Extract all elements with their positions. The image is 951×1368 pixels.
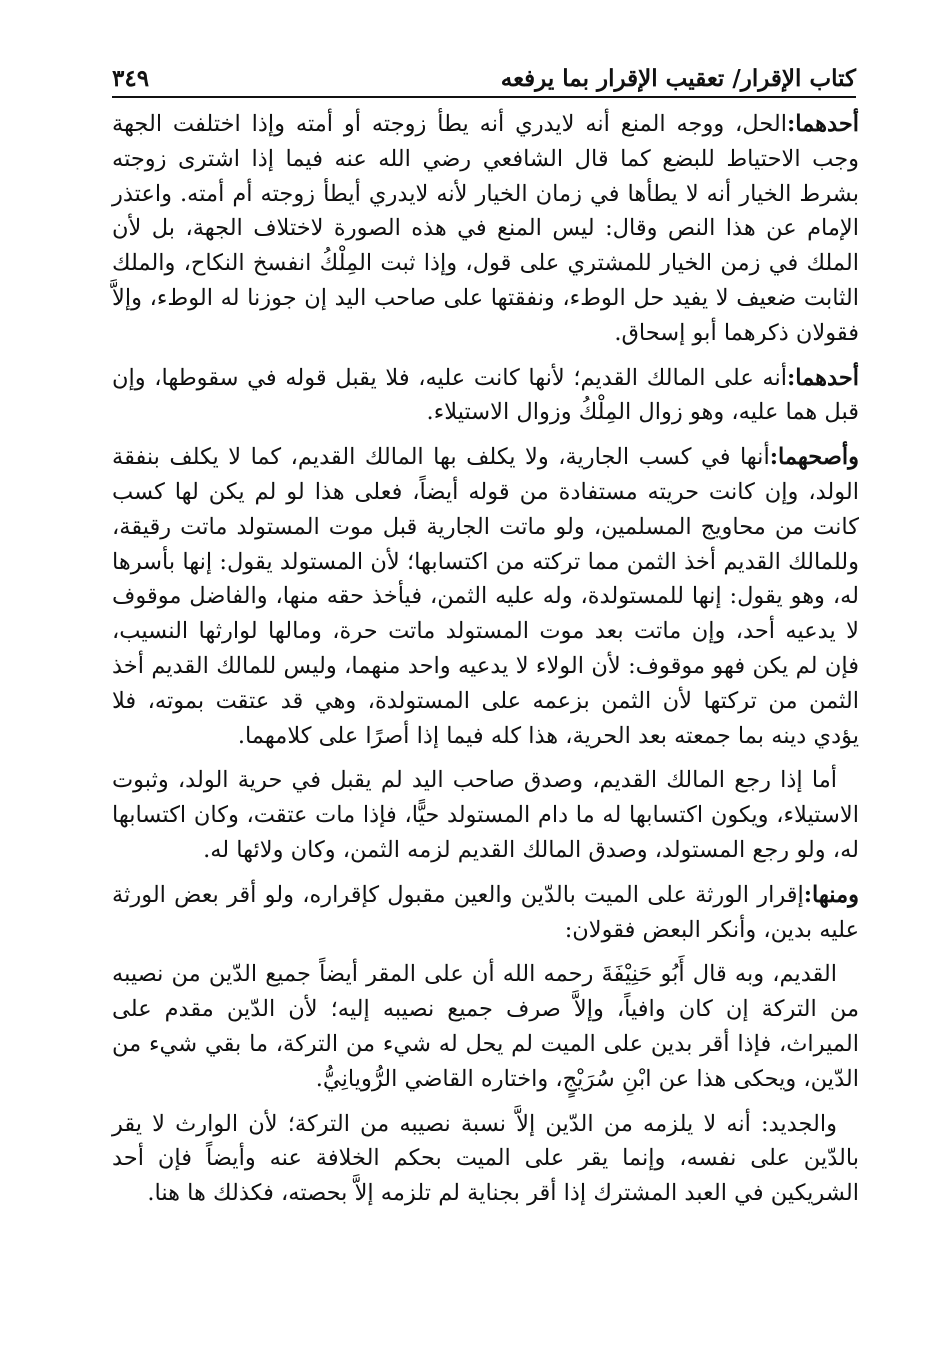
paragraph-lead: أحدهما:: [786, 111, 859, 137]
paragraph-text: أما إذا رجع المالك القديم، وصدق صاحب اليد لم يقبل في حرية الولد، وثبوت الاستيلاء، ويكون اكتسابها له ما دام المستولد حيًّا، فإذا مات عتقت، وكان اكتسابها له، ولو رجع المستولد، وصدق المالك القديم لزمه الثمن، وكان ولائها له.: [112, 767, 859, 863]
paragraph: [112, 107, 859, 351]
paragraph-lead: وأصحهما:: [769, 444, 859, 471]
paragraph-text: إقرار الورثة على الميت بالدّين والعين مقبول كإقراره، ولو أقر بعض الورثة عليه بدين، وأنكر البعض فقولان:: [112, 881, 859, 943]
paragraph-text: والجديد: أنه لا يلزمه من الدّين إلاَّ نسبة نصيبه من التركة؛ لأن الوارث لا يقر بالدّين على نفسه، وإنما يقر على الميت بحكم الخلافة عنه وأيضاً فإن أحد الشريكين في العبد المشترك إذا أقر بجناية لم تلزمه إلاَّ بحصته، فكذلك ها هنا.: [112, 1110, 859, 1207]
paragraph-lead: ومنها:: [803, 881, 859, 908]
paragraph-text: الحل، ووجه المنع أنه لايدري أنه يطأ زوجته أو أمته وإذا اختلفت الجهة وجب الاحتياط للبضع كما قال الشافعي رضي الله عنه فيما إذا اشترى زوجته بشرط الخيار أنه لا يطأها في زمان الخيار لأنه لايدري أيطأ زوجته أم أمته. واعتذر الإمام عن هذا النص وقال: ليس المنع في هذه الصورة لاختلاف الجهة، بل لأن الملك في زمن الخيار للمشتري على قول، وإذا ثبت المِلْكُ انفسخ النكاح، والملك الثابت ضعيف لا يفيد حل الوطء، ونفقتها على صاحب اليد إن جوزنا له الوطء، وإلاَّ فقولان ذكرهما أبو إسحاق.: [112, 111, 859, 346]
paragraph: [112, 1107, 859, 1211]
chapter-title: كتاب الإقرار/ تعقيب الإقرار بما يرفعه: [500, 65, 856, 92]
page-number: ٣٤٩: [112, 65, 150, 92]
page-body: [112, 107, 859, 1221]
paragraph-text: أنها في كسب الجارية، ولا يكلف بها المالك القديم، كما لا يكلف بنفقة الولد، وإن كانت حريته مستفادة من قوله أيضاً، فعلى هذا لو لم يكن لها كسب كانت من محاويج المسلمين، ولو ماتت الجارية قبل موت المستولد ماتت رقيقة، وللمالك القديم أخذ الثمن مما تركته من اكتسابها؛ لأن المستولد يقول: إنها بأسرها له، وهو يقول: إنها للمستولدة، وله عليه الثمن، فيأخذ حقه منها، والفاضل موقوف لا يدعيه أحد، وإن ماتت بعد موت المستولد ماتت حرة، ومالها لوارثها النسيب، فإن لم يكن فهو موقوف: لأن الولاء لا يدعيه واحد منهما، وليس للمالك القديم أخذ الثمن من تركتها لأن الثمن بزعمه على المستولدة، وهي قد عتقت بموته، فلا يؤدي دينه بما جمعته بعد الحرية، هذا كله فيما إذا أصرًا على كلامهما.: [112, 444, 859, 749]
paragraph: [112, 763, 859, 867]
paragraph: [112, 440, 859, 753]
paragraph-lead: أحدهما:: [786, 364, 859, 391]
paragraph: [112, 957, 859, 1096]
paragraph: [112, 878, 859, 948]
paragraph: [112, 361, 859, 431]
running-header: [112, 52, 856, 98]
paragraph-text: القديم، وبه قال أَبُو حَنِيْفَةَ رحمه الله أن على المقر أيضاً جميع الدّين من نصيبه من التركة إن كان وافياً، وإلاَّ صرف جميع نصيبه إليه؛ لأن الدّين مقدم على الميراث، فإذا أقر بدين على الميت لم يحل له شيء من التركة، ما بقي شيء من الدّين، ويحكى هذا عن ابْنِ سُرَيْجٍ، واختاره القاضي الرُّويانِيُّ.: [112, 961, 859, 1092]
paragraph-text: أنه على المالك القديم؛ لأنها كانت عليه، فلا يقبل قوله في سقوطها، وإن قبل هما عليه، وهو زوال المِلْكُ وزوال الاستيلاء.: [112, 364, 859, 426]
